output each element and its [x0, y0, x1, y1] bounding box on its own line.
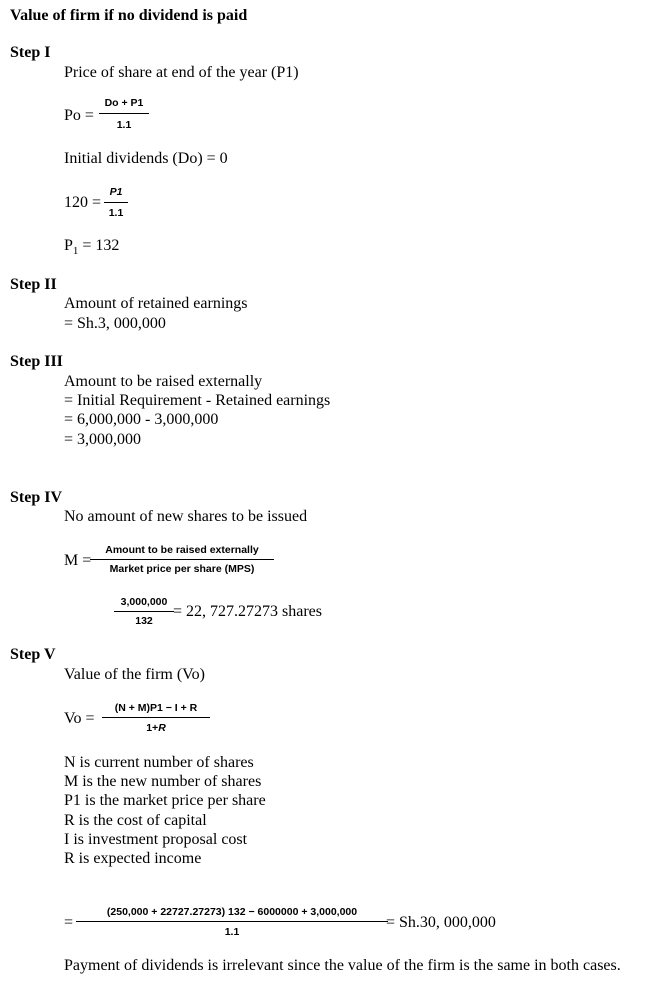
step-4-eq-2-result: = 22, 727.27273 shares [173, 603, 323, 620]
step-4-line-1: No amount of new shares to be issued [64, 508, 308, 525]
step-1-heading: Step I [10, 44, 51, 61]
step-1-eq-2-fraction [104, 187, 128, 223]
fraction-denominator: 1.1 [224, 926, 240, 938]
definition-item: R is the cost of capital [64, 812, 207, 829]
step-2-line-2: = Sh.3, 000,000 [64, 315, 166, 332]
step-3-heading: Step III [10, 353, 63, 370]
fraction-bar [104, 202, 128, 203]
fraction-bar [90, 559, 274, 560]
step-5-eq-1-lhs: Vo = [64, 710, 95, 727]
step-5-eq-2-fraction [76, 907, 388, 941]
step-4-eq-2-fraction [114, 597, 174, 631]
result-symbol: P [64, 237, 73, 254]
step-1-line-1: Price of share at end of the year (P1) [64, 64, 299, 81]
fraction-bar [114, 611, 174, 612]
step-1-eq-2-lhs: 120 = [64, 194, 102, 211]
step-1-eq-1-fraction [99, 98, 149, 134]
fraction-bar [99, 113, 149, 114]
fraction-denominator [102, 723, 210, 734]
step-4-eq-1-lhs: M = [64, 552, 92, 569]
step-1-result [64, 238, 119, 257]
fraction-denominator: Market price per share (MPS) [109, 563, 255, 575]
fraction-numerator: (250,000 + 22727.27273) 132 − 6000000 + 3,000,000 [106, 906, 358, 918]
step-4-heading: Step IV [10, 489, 63, 506]
fraction-denominator: 1.1 [108, 207, 124, 219]
fraction-numerator: Amount to be raised externally [105, 544, 259, 556]
page-title: Value of firm if no dividend is paid [10, 7, 248, 24]
fraction-denominator: 132 [135, 615, 153, 627]
definition-item: R is expected income [64, 850, 202, 867]
step-1-eq-1-lhs: Po = [64, 107, 94, 124]
step-5-eq-1-fraction [102, 703, 210, 737]
step-3-line-3: = 6,000,000 - 3,000,000 [64, 411, 219, 428]
result-value: = 132 [78, 237, 120, 254]
step-3-line-1: Amount to be raised externally [64, 373, 263, 390]
step-3-line-2: = Initial Requirement - Retained earnings [64, 392, 331, 409]
fraction-denominator: 1.1 [116, 119, 132, 131]
fraction-numerator: (N + M)P1 − I + R [114, 702, 198, 714]
step-1-line-2: Initial dividends (Do) = 0 [64, 150, 228, 167]
step-5-heading: Step V [10, 646, 56, 663]
step-5-line-1: Value of the firm (Vo) [64, 666, 205, 683]
step-3-line-4: = 3,000,000 [64, 431, 142, 448]
denominator-variable: R [158, 722, 166, 734]
denominator-constant: 1+ [146, 722, 159, 734]
step-5-eq-2-lhs: = [64, 914, 74, 931]
definition-item: I is investment proposal cost [64, 831, 248, 848]
result-subscript: 1 [72, 245, 79, 258]
step-5-eq-2-result: = Sh.30, 000,000 [386, 914, 496, 931]
step-2-heading: Step II [10, 276, 57, 293]
fraction-numerator: P1 [109, 186, 123, 198]
step-4-eq-1-fraction [90, 545, 274, 579]
definition-item: N is current number of shares [64, 754, 254, 771]
conclusion-text: Payment of dividends is irrelevant since the value of the firm is the same in both cases. [64, 957, 621, 974]
definition-item: M is the new number of shares [64, 773, 262, 790]
fraction-numerator: Do + P1 [104, 97, 144, 109]
fraction-numerator: 3,000,000 [120, 596, 168, 608]
fraction-bar [102, 717, 210, 718]
step-2-line-1: Amount of retained earnings [64, 295, 248, 312]
fraction-bar [76, 921, 388, 922]
definition-item: P1 is the market price per share [64, 792, 266, 809]
